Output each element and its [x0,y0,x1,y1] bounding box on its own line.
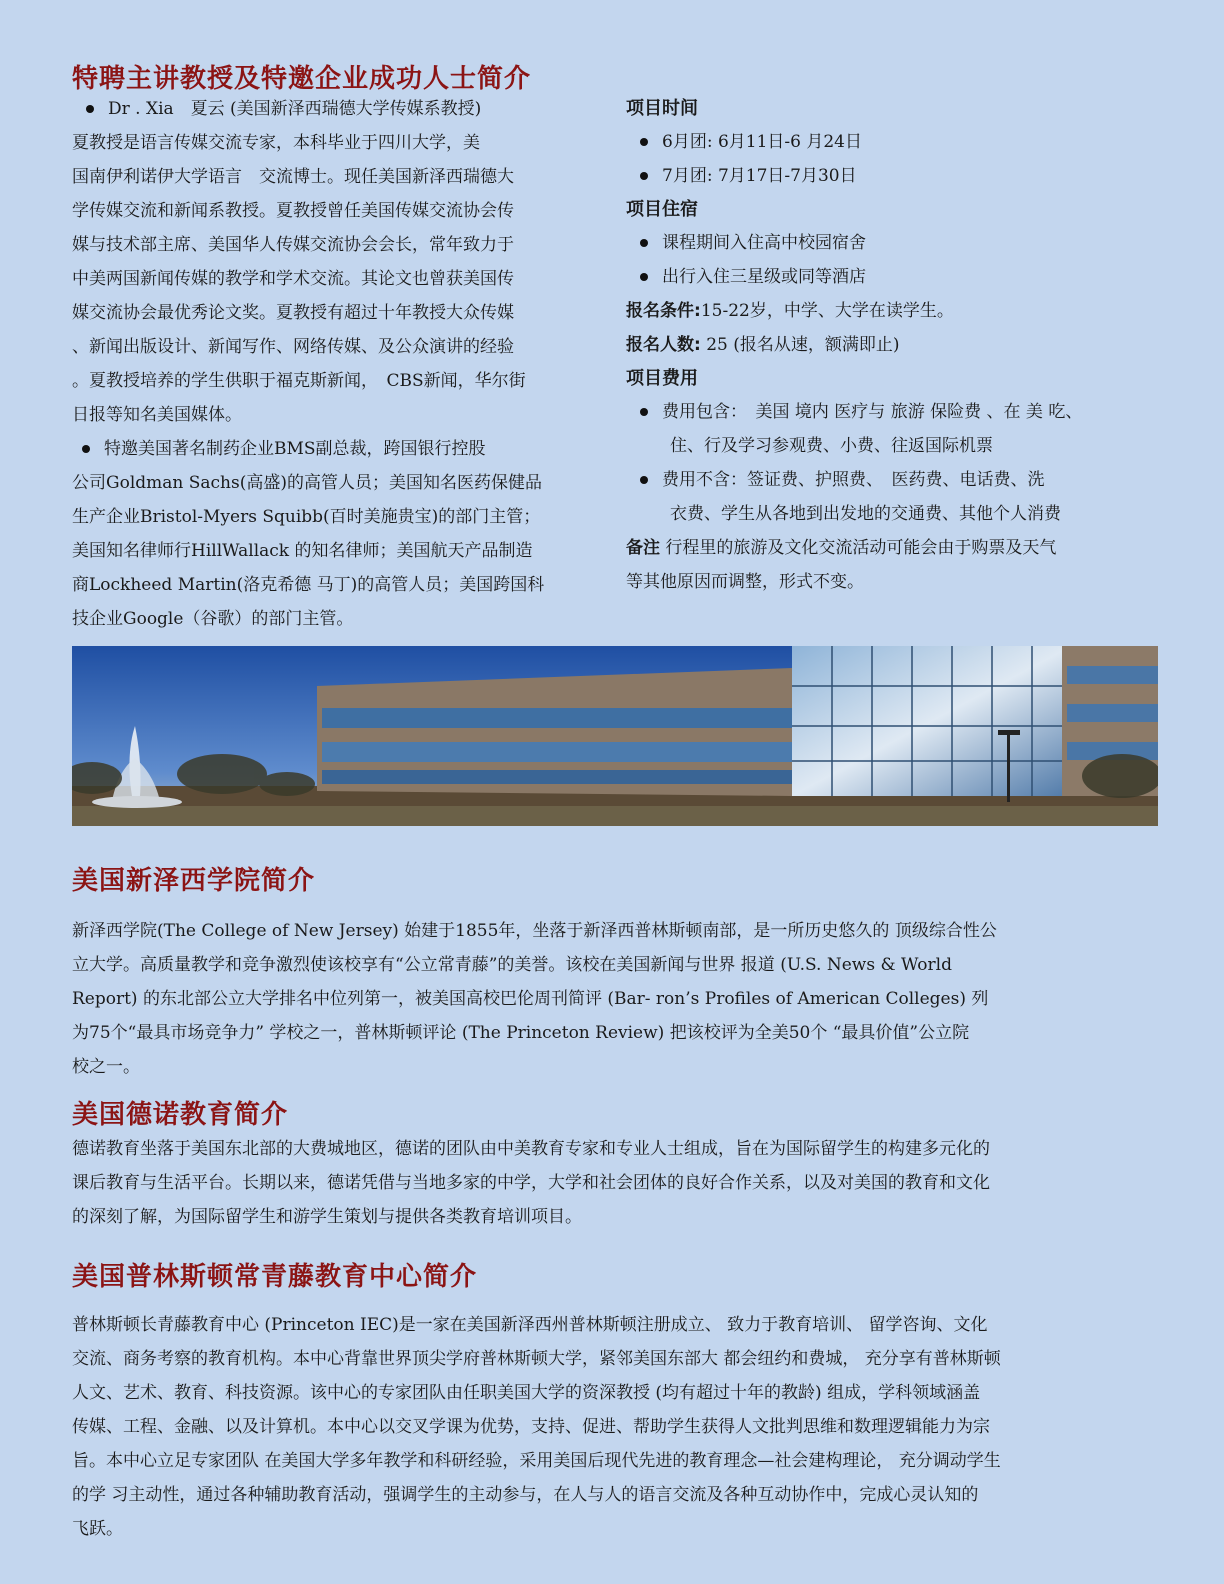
faculty-bullet-1 [72,92,612,126]
faculty-bullet-1-lead: Dr . Xia 夏云 (美国新泽西瑞德大学传媒系教授) [108,99,482,119]
faculty-bullet-2-lead: 特邀美国著名制药企业BMS副总裁，跨国银行控股 [104,439,486,459]
note-text: 行程里的旅游及文化交流活动可能会由于购票及天气 [660,538,1057,558]
deno-line: 课后教育与生活平台。长期以来，德诺凭借与当地多家的中学，大学和社会团体的良好合作关系，以及对美国的教育和文化 [72,1173,990,1193]
college-line: 立大学。高质量教学和竞争激烈使该校享有“公立常青藤”的美誉。该校在美国新闻与世界 报道 (U.S. News & World [72,955,952,975]
princeton-paragraph [72,1308,1172,1546]
requirement-label: 报名条件: [626,301,701,321]
princeton-line: 交流、商务考察的教育机构。本中心背靠世界顶尖学府普林斯顿大学，紧邻美国东部大 都会纽约和费城， 充分享有普林斯顿 [72,1349,1001,1369]
faculty-bio-line: 日报等知名美国媒体。 [72,405,242,425]
college-line: 校之一。 [72,1057,140,1077]
program-time-item [626,125,1166,159]
count-value: 25 (报名从速，额满即止) [706,335,900,355]
faculty-bio-line: 媒与技术部主席、美国华人传媒交流协会会长，常年致力于 [72,235,514,255]
faculty-bio-line: 、新闻出版设计、新闻写作、网络传媒、及公众演讲的经验 [72,337,514,357]
faculty-bullet-2 [72,432,612,466]
program-section [626,92,1166,599]
bullet-icon [640,138,648,146]
fee-excluded-continued: 衣费、学生从各地到出发地的交通费、其他个人消费 [670,504,1061,524]
count-label: 报名人数: [626,335,701,355]
bullet-icon [640,239,648,247]
program-time-item [626,159,1166,193]
fee-excluded-item [626,463,1166,497]
fee-excluded-text: 费用不含：签证费、护照费、 医药费、电话费、洗 [662,470,1045,490]
faculty-section [72,92,612,636]
princeton-line: 人文、艺术、教育、科技资源。该中心的专家团队由任职美国大学的资深教授 (均有超过十年的教龄) 组成，学科领域涵盖 [72,1383,981,1403]
requirement-value: 15-22岁，中学、大学在读学生。 [700,301,954,321]
campus-building-photo [72,646,1158,826]
campus-building-illustration [72,646,1158,826]
bullet-icon [82,445,90,453]
program-requirement [626,294,1166,328]
program-lodging-item [626,260,1166,294]
guest-line: 生产企业Bristol-Myers Squibb(百时美施贵宝)的部门主管； [72,507,541,527]
bullet-icon [86,105,94,113]
college-paragraph [72,914,1172,1084]
deno-line: 的深刻了解，为国际留学生和游学生策划与提供各类教育培训项目。 [72,1207,582,1227]
deno-heading: 美国德诺教育简介 [72,1100,289,1130]
program-note-continued: 等其他原因而调整，形式不变。 [626,572,864,592]
bullet-icon [640,273,648,281]
program-lodging-heading: 项目住宿 [626,199,698,220]
program-count [626,328,1166,362]
college-line: 新泽西学院(The College of New Jersey) 始建于1855年，坐落于新泽西普林斯顿南部，是一所历史悠久的 顶级综合性公 [72,921,997,941]
program-time-heading: 项目时间 [626,98,698,119]
guest-line: 美国知名律师行HillWallack 的知名律师；美国航天产品制造 [72,541,533,561]
guest-line: 公司Goldman Sachs(高盛)的高管人员；美国知名医药保健品 [72,473,542,493]
fee-included-continued: 住、行及学习参观费、小费、往返国际机票 [670,436,993,456]
faculty-bio-line: 中美两国新闻传媒的教学和学术交流。其论文也曾获美国传 [72,269,514,289]
bullet-icon [640,408,648,416]
faculty-heading: 特聘主讲教授及特邀企业成功人士简介 [72,64,532,94]
fee-included-text: 费用包含： 美国 境内 医疗与 旅游 保险费 、在 美 吃、 [662,402,1083,422]
princeton-line: 传媒、工程、金融、以及计算机。本中心以交叉学课为优势，支持、促进、帮助学生获得人文批判思维和数理逻辑能力为宗 [72,1417,990,1437]
program-note [626,531,1166,565]
princeton-line: 的学 习主动性，通过各种辅助教育活动，强调学生的主动参与，在人与人的语言交流及各种互动协作中，完成心灵认知的 [72,1485,979,1505]
bullet-icon [640,476,648,484]
faculty-bio-line: 国南伊利诺伊大学语言 交流博士。现任美国新泽西瑞德大 [72,167,514,187]
princeton-line: 飞跃。 [72,1519,123,1539]
program-lodging-text: 课程期间入住高中校园宿舍 [662,233,866,253]
faculty-bio-line: 媒交流协会最优秀论文奖。夏教授有超过十年教授大众传媒 [72,303,514,323]
guest-line: 技企业Google（谷歌）的部门主管。 [72,609,354,629]
faculty-bio-line: 夏教授是语言传媒交流专家，本科毕业于四川大学，美 [72,133,480,153]
program-fee-heading: 项目费用 [626,368,698,389]
faculty-bio-line: 学传媒交流和新闻系教授。夏教授曾任美国传媒交流协会传 [72,201,514,221]
princeton-line: 普林斯顿长青藤教育中心 (Princeton IEC)是一家在美国新泽西州普林斯顿注册成立、 致力于教育培训、 留学咨询、文化 [72,1315,988,1335]
fee-included-item [626,395,1166,429]
program-lodging-text: 出行入住三星级或同等酒店 [662,267,866,287]
college-line: 为75个“最具市场竞争力” 学校之一，普林斯顿评论 (The Princeton Review) 把该校评为全美50个 “最具价值”公立院 [72,1023,970,1043]
guest-line: 商Lockheed Martin(洛克希德 马丁)的高管人员；美国跨国科 [72,575,545,595]
college-heading: 美国新泽西学院简介 [72,866,316,896]
college-line: Report) 的东北部公立大学排名中位列第一，被美国高校巴伦周刊简评 (Bar- ron’s Profiles of American Colleges) 列 [72,989,989,1009]
program-time-text: 7月团: 7月17日-7月30日 [662,166,857,186]
deno-line: 德诺教育坐落于美国东北部的大费城地区，德诺的团队由中美教育专家和专业人士组成，旨在为国际留学生的构建多元化的 [72,1139,990,1159]
faculty-bio-line: 。夏教授培养的学生供职于福克斯新闻， CBS新闻，华尔街 [72,371,526,391]
princeton-heading: 美国普林斯顿常青藤教育中心简介 [72,1262,478,1292]
princeton-line: 旨。本中心立足专家团队 在美国大学多年教学和科研经验，采用美国后现代先进的教育理念—社会建构理论， 充分调动学生 [72,1451,1001,1471]
program-lodging-item [626,226,1166,260]
deno-paragraph [72,1132,1172,1234]
note-label: 备注 [626,538,660,558]
program-time-text: 6月团: 6月11日-6 月24日 [662,132,862,152]
bullet-icon [640,172,648,180]
